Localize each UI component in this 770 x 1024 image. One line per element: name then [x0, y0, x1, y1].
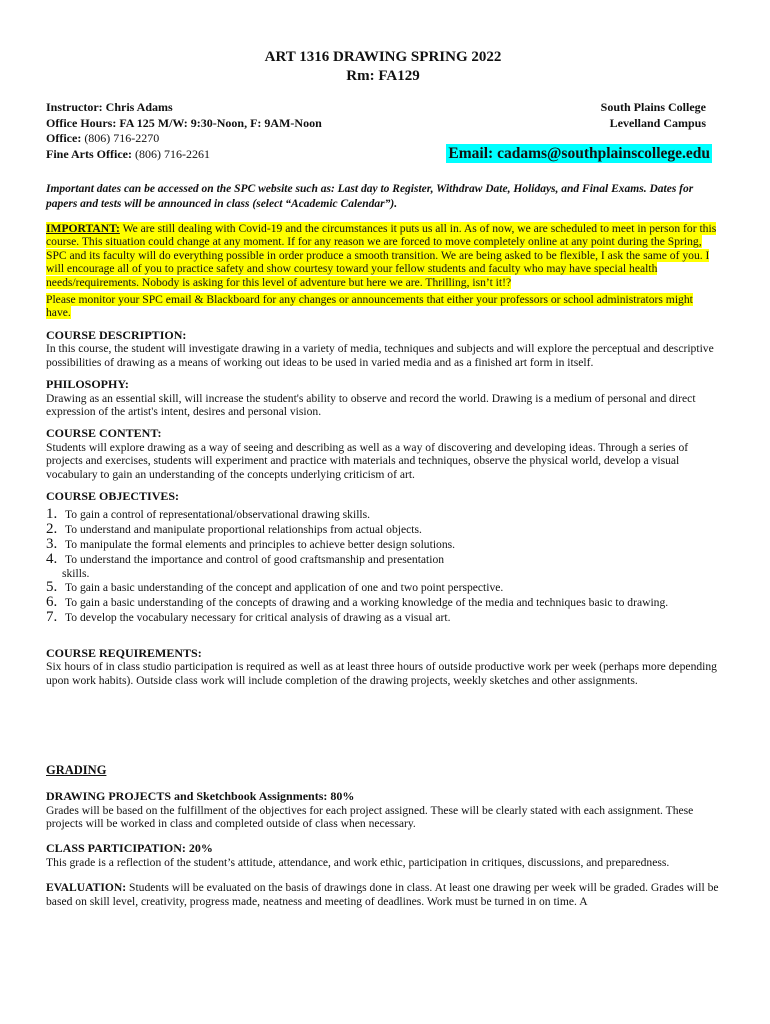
- course-description-section: [46, 329, 720, 369]
- list-item: 5. To gain a basic understanding of the concept and application of one and two point perspective.: [46, 578, 504, 595]
- list-item: 7. To develop the vocabulary necessary for critical analysis of drawing as a visual art.: [46, 608, 451, 625]
- section-heading: COURSE REQUIREMENTS:: [46, 645, 202, 660]
- section-heading: DRAWING PROJECTS and Sketchbook Assignments: 80%: [46, 789, 355, 803]
- section-heading: COURSE DESCRIPTION:: [46, 327, 187, 342]
- course-objectives-section: [46, 490, 720, 625]
- college-info: [601, 100, 706, 131]
- class-participation-section: [46, 842, 720, 869]
- section-heading: COURSE CONTENT:: [46, 426, 162, 441]
- evaluation-text: Students will be evaluated on the basis of drawings done in class. At least one drawing per week will be graded. Grades will be based on skill level, creativity, progress made, neatness and meeting of deadlines. Work must be turned in on time. A: [46, 881, 719, 908]
- section-text: Grades will be based on the fulfillment of the objectives for each project assigned. These will be clearly stated with each assignment. These projects will be worked in class and completed outside of class when necessary.: [46, 803, 694, 830]
- list-item-continuation: skills.: [62, 566, 90, 580]
- covid-notice: [46, 222, 720, 289]
- college-campus: Levelland Campus: [609, 115, 706, 130]
- syllabus-page: [46, 0, 720, 908]
- objectives-list: [46, 507, 720, 625]
- college-name: South Plains College: [600, 100, 706, 114]
- contact-header: [46, 100, 720, 166]
- monitor-notice: Please monitor your SPC email & Blackboard for any changes or announcements that either your professors or school administrators might have.: [46, 293, 693, 320]
- course-title: ART 1316 DRAWING SPRING 2022: [264, 49, 502, 65]
- section-heading: CLASS PARTICIPATION: 20%: [46, 841, 213, 856]
- list-item: 4. To understand the importance and control of good craftsmanship and presentation: [46, 550, 445, 567]
- room-number: Rm: FA129: [346, 68, 420, 84]
- list-item: 2. To understand and manipulate proportional relationships from actual objects.: [46, 520, 422, 537]
- covid-text: We are still dealing with Covid-19 and the circumstances it puts us all in. As of now, we are scheduled to meet in person for this course. This situation could change at any moment. If for any reason we are forced to move completely online at any point during the Spring, SPC and its faculty will do everything possible in order produce a smooth transition. We are being asked to be flexible, I ask the same of you. I will encourage all of you to practice safety and show courtesy toward your fellow students and faculty who may have special health needs/requirements. Nobody is asking for this level of adventure but here we are. Thrilling, isn’t it!?: [46, 222, 717, 289]
- instructor-name: Instructor: Chris Adams: [46, 100, 173, 114]
- instructor-email: Email: cadams@southplainscollege.edu: [448, 145, 710, 162]
- section-text: Drawing as an essential skill, will increase the student's ability to observe and record the world. Drawing is a medium of personal and direct expression of the artist's intent, desires and personal vision.: [46, 391, 696, 419]
- office-hours: Office Hours: FA 125 M/W: 9:30-Noon, F: 9AM-Noon: [46, 115, 322, 130]
- important-label: IMPORTANT:: [46, 222, 120, 235]
- evaluation-label: EVALUATION:: [46, 881, 127, 895]
- instructor-info: [46, 100, 322, 162]
- course-requirements-section: [46, 647, 720, 687]
- evaluation-section: [46, 881, 720, 908]
- section-heading: PHILOSOPHY:: [46, 377, 129, 392]
- list-item: 1. To gain a control of representational/observational drawing skills.: [46, 505, 371, 522]
- section-text: In this course, the student will investigate drawing in a variety of media, techniques and subjects and will explore the perceptual and descriptive possibilities of drawing as a means of working out ideas to be used in varied media and as a finished art form in itself.: [46, 342, 714, 369]
- philosophy-section: [46, 378, 720, 418]
- important-dates-note: Important dates can be accessed on the SPC website such as: Last day to Register, Withdraw Date, Holidays, and Final Exams. Dates for papers and tests will be announced in class (select “Academic Calendar”).: [46, 183, 694, 210]
- office-phone: Office: (806) 716-2270: [46, 131, 160, 145]
- grading-heading: GRADING: [46, 763, 107, 777]
- section-text: This grade is a reflection of the student’s attitude, attendance, and work ethic, participation in critiques, discussions, and preparedness.: [46, 855, 670, 869]
- list-item: 6. To gain a basic understanding of the concepts of drawing and a working knowledge of the media and techniques basic to drawing.: [46, 593, 669, 610]
- list-item: 3. To manipulate the formal elements and principles to achieve better design solutions.: [46, 535, 456, 552]
- course-content-section: [46, 427, 720, 481]
- section-heading: COURSE OBJECTIVES:: [46, 489, 180, 504]
- section-text: Six hours of in class studio participation is required as well as at least three hours of outside productive work per week (perhaps more depending upon work habits). Outside class work will include completion of the drawing projects, weekly sketches and other assignments.: [46, 660, 717, 687]
- section-text: Students will explore drawing as a way of seeing and describing as well as a way of discovering and developing ideas. Through a series of projects and exercises, students will experiment and practice with materials and techniques, observe the physical world, develop a visual vocabulary to gain an understanding of the concepts underlying criticism of art.: [46, 440, 689, 481]
- fine-arts-phone: Fine Arts Office: (806) 716-2261: [46, 146, 210, 161]
- drawing-projects-section: [46, 790, 720, 830]
